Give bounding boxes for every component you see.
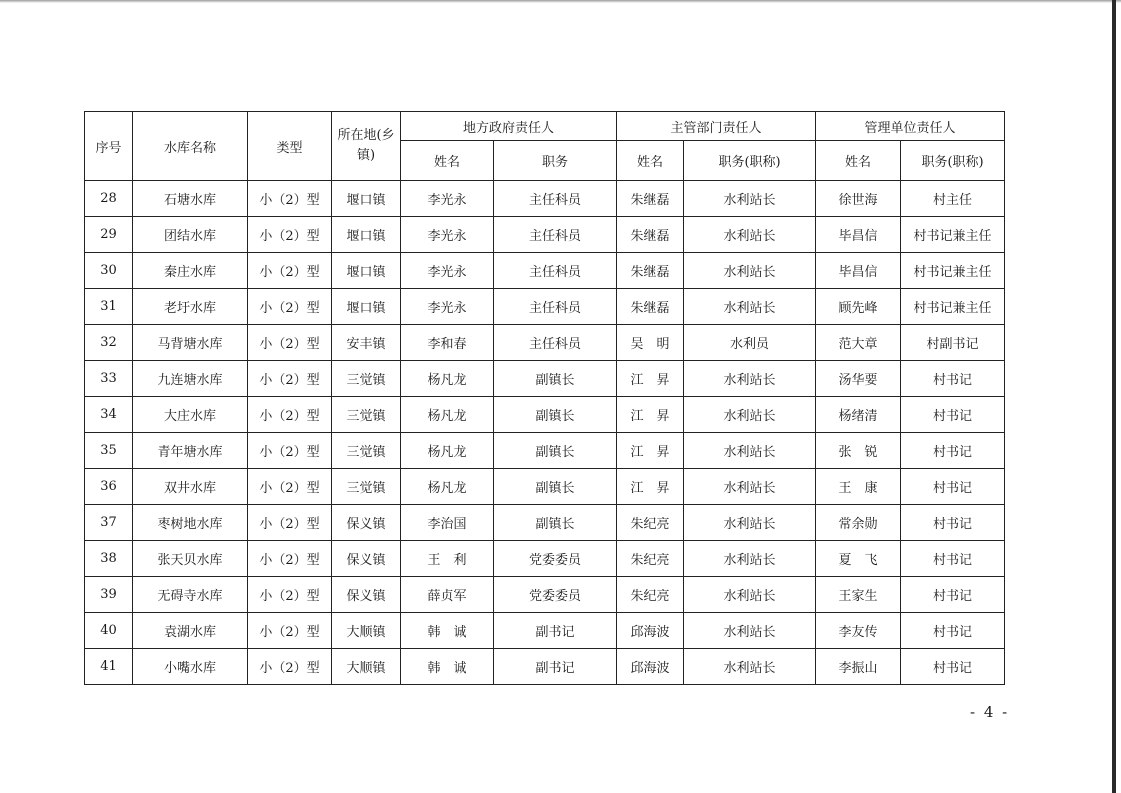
cell-local-title: 主任科员 — [494, 181, 617, 217]
cell-seq: 40 — [85, 613, 133, 649]
cell-location: 保义镇 — [332, 577, 401, 613]
cell-unit-name: 汤华要 — [816, 361, 901, 397]
cell-type: 小（2）型 — [248, 613, 332, 649]
cell-local-title: 党委委员 — [494, 577, 617, 613]
cell-type: 小（2）型 — [248, 433, 332, 469]
cell-local-name: 王 利 — [401, 541, 494, 577]
cell-unit-title: 村主任 — [901, 181, 1005, 217]
cell-reservoir-name: 小嘴水库 — [133, 649, 248, 685]
cell-unit-name: 王家生 — [816, 577, 901, 613]
header-dept-name: 姓名 — [617, 141, 684, 181]
cell-type: 小（2）型 — [248, 181, 332, 217]
cell-local-name: 李和春 — [401, 325, 494, 361]
cell-local-name: 韩 诚 — [401, 613, 494, 649]
table-row — [85, 289, 1005, 325]
cell-unit-title: 村书记 — [901, 613, 1005, 649]
cell-reservoir-name: 马背塘水库 — [133, 325, 248, 361]
cell-type: 小（2）型 — [248, 325, 332, 361]
cell-type: 小（2）型 — [248, 505, 332, 541]
table-row — [85, 325, 1005, 361]
cell-reservoir-name: 秦庄水库 — [133, 253, 248, 289]
cell-dept-title: 水利站长 — [684, 541, 816, 577]
cell-local-title: 副书记 — [494, 613, 617, 649]
header-type: 类型 — [248, 112, 332, 181]
cell-local-name: 杨凡龙 — [401, 433, 494, 469]
cell-unit-name: 夏 飞 — [816, 541, 901, 577]
cell-local-title: 主任科员 — [494, 325, 617, 361]
cell-local-name: 李光永 — [401, 181, 494, 217]
cell-unit-title: 村书记 — [901, 433, 1005, 469]
cell-seq: 41 — [85, 649, 133, 685]
cell-local-name: 杨凡龙 — [401, 361, 494, 397]
table-row — [85, 253, 1005, 289]
cell-reservoir-name: 张天贝水库 — [133, 541, 248, 577]
table-row — [85, 469, 1005, 505]
cell-location: 堰口镇 — [332, 289, 401, 325]
cell-local-name: 杨凡龙 — [401, 397, 494, 433]
cell-seq: 34 — [85, 397, 133, 433]
table-row — [85, 613, 1005, 649]
cell-dept-title: 水利站长 — [684, 613, 816, 649]
cell-location: 堰口镇 — [332, 253, 401, 289]
cell-unit-name: 毕昌信 — [816, 253, 901, 289]
cell-local-name: 李光永 — [401, 289, 494, 325]
cell-reservoir-name: 九连塘水库 — [133, 361, 248, 397]
header-local-name: 姓名 — [401, 141, 494, 181]
header-local-title: 职务 — [494, 141, 617, 181]
cell-unit-name: 李振山 — [816, 649, 901, 685]
cell-seq: 35 — [85, 433, 133, 469]
cell-dept-name: 邱海波 — [617, 613, 684, 649]
header-seq: 序号 — [85, 112, 133, 181]
cell-location: 大顺镇 — [332, 649, 401, 685]
cell-dept-name: 江 昇 — [617, 397, 684, 433]
cell-seq: 37 — [85, 505, 133, 541]
cell-local-title: 副书记 — [494, 649, 617, 685]
cell-unit-title: 村书记 — [901, 469, 1005, 505]
table-body — [85, 181, 1005, 685]
cell-unit-name: 徐世海 — [816, 181, 901, 217]
cell-local-title: 主任科员 — [494, 289, 617, 325]
cell-location: 保义镇 — [332, 541, 401, 577]
cell-seq: 36 — [85, 469, 133, 505]
cell-dept-title: 水利站长 — [684, 253, 816, 289]
cell-unit-title: 村副书记 — [901, 325, 1005, 361]
cell-dept-title: 水利站长 — [684, 433, 816, 469]
cell-seq: 28 — [85, 181, 133, 217]
table-row — [85, 505, 1005, 541]
cell-local-name: 李光永 — [401, 217, 494, 253]
cell-reservoir-name: 石塘水库 — [133, 181, 248, 217]
cell-unit-name: 范大章 — [816, 325, 901, 361]
table-row — [85, 577, 1005, 613]
cell-location: 三觉镇 — [332, 469, 401, 505]
table-row — [85, 217, 1005, 253]
cell-seq: 32 — [85, 325, 133, 361]
cell-dept-title: 水利员 — [684, 325, 816, 361]
cell-dept-name: 江 昇 — [617, 433, 684, 469]
cell-dept-title: 水利站长 — [684, 361, 816, 397]
cell-dept-name: 朱纪亮 — [617, 541, 684, 577]
cell-local-title: 副镇长 — [494, 505, 617, 541]
table-row — [85, 181, 1005, 217]
cell-location: 三觉镇 — [332, 397, 401, 433]
cell-unit-title: 村书记兼主任 — [901, 217, 1005, 253]
header-unit-name: 姓名 — [816, 141, 901, 181]
cell-unit-name: 杨绪清 — [816, 397, 901, 433]
cell-type: 小（2）型 — [248, 469, 332, 505]
cell-local-name: 李光永 — [401, 253, 494, 289]
table-row — [85, 541, 1005, 577]
cell-location: 三觉镇 — [332, 361, 401, 397]
cell-type: 小（2）型 — [248, 289, 332, 325]
cell-dept-title: 水利站长 — [684, 217, 816, 253]
cell-dept-title: 水利站长 — [684, 649, 816, 685]
cell-dept-name: 吴 明 — [617, 325, 684, 361]
cell-dept-name: 江 昇 — [617, 469, 684, 505]
cell-reservoir-name: 双井水库 — [133, 469, 248, 505]
cell-unit-name: 常余勋 — [816, 505, 901, 541]
cell-local-title: 副镇长 — [494, 433, 617, 469]
cell-type: 小（2）型 — [248, 253, 332, 289]
cell-type: 小（2）型 — [248, 217, 332, 253]
cell-local-name: 韩 诚 — [401, 649, 494, 685]
cell-unit-title: 村书记兼主任 — [901, 289, 1005, 325]
cell-dept-title: 水利站长 — [684, 289, 816, 325]
cell-dept-title: 水利站长 — [684, 469, 816, 505]
cell-seq: 33 — [85, 361, 133, 397]
cell-local-title: 副镇长 — [494, 361, 617, 397]
cell-dept-name: 朱继磊 — [617, 253, 684, 289]
cell-unit-title: 村书记 — [901, 505, 1005, 541]
header-management-unit: 管理单位责任人 — [816, 112, 1005, 141]
cell-local-name: 杨凡龙 — [401, 469, 494, 505]
table-row — [85, 397, 1005, 433]
table-header-row — [85, 112, 1005, 141]
cell-reservoir-name: 青年塘水库 — [133, 433, 248, 469]
cell-type: 小（2）型 — [248, 577, 332, 613]
table-row — [85, 433, 1005, 469]
cell-unit-title: 村书记 — [901, 577, 1005, 613]
reservoir-responsibility-table-wrap — [84, 111, 1005, 685]
cell-seq: 29 — [85, 217, 133, 253]
cell-location: 三觉镇 — [332, 433, 401, 469]
cell-reservoir-name: 大庄水库 — [133, 397, 248, 433]
cell-local-name: 薛贞军 — [401, 577, 494, 613]
cell-dept-title: 水利站长 — [684, 577, 816, 613]
cell-dept-name: 朱纪亮 — [617, 577, 684, 613]
cell-unit-title: 村书记 — [901, 361, 1005, 397]
cell-dept-name: 邱海波 — [617, 649, 684, 685]
cell-local-title: 副镇长 — [494, 397, 617, 433]
scan-top-edge — [0, 0, 1121, 3]
cell-unit-name: 顾先峰 — [816, 289, 901, 325]
header-local-government: 地方政府责任人 — [401, 112, 617, 141]
cell-location: 保义镇 — [332, 505, 401, 541]
cell-unit-name: 李友传 — [816, 613, 901, 649]
cell-location: 堰口镇 — [332, 181, 401, 217]
cell-dept-name: 朱继磊 — [617, 289, 684, 325]
cell-unit-title: 村书记兼主任 — [901, 253, 1005, 289]
cell-dept-name: 江 昇 — [617, 361, 684, 397]
cell-type: 小（2）型 — [248, 649, 332, 685]
cell-location: 堰口镇 — [332, 217, 401, 253]
cell-seq: 39 — [85, 577, 133, 613]
cell-local-title: 党委委员 — [494, 541, 617, 577]
scan-binding-edge — [1112, 0, 1116, 793]
cell-seq: 38 — [85, 541, 133, 577]
cell-unit-title: 村书记 — [901, 649, 1005, 685]
header-location: 所在地(乡镇) — [332, 112, 401, 181]
cell-seq: 30 — [85, 253, 133, 289]
cell-dept-name: 朱纪亮 — [617, 505, 684, 541]
cell-dept-title: 水利站长 — [684, 181, 816, 217]
table-row — [85, 649, 1005, 685]
cell-reservoir-name: 袁湖水库 — [133, 613, 248, 649]
cell-dept-name: 朱继磊 — [617, 217, 684, 253]
cell-type: 小（2）型 — [248, 397, 332, 433]
cell-dept-name: 朱继磊 — [617, 181, 684, 217]
cell-reservoir-name: 无碍寺水库 — [133, 577, 248, 613]
reservoir-responsibility-table — [84, 111, 1005, 685]
header-unit-title: 职务(职称) — [901, 141, 1005, 181]
cell-local-title: 主任科员 — [494, 217, 617, 253]
cell-reservoir-name: 枣树地水库 — [133, 505, 248, 541]
cell-seq: 31 — [85, 289, 133, 325]
cell-location: 大顺镇 — [332, 613, 401, 649]
header-dept-title: 职务(职称) — [684, 141, 816, 181]
cell-unit-name: 王 康 — [816, 469, 901, 505]
cell-local-title: 副镇长 — [494, 469, 617, 505]
header-competent-department: 主管部门责任人 — [617, 112, 816, 141]
cell-type: 小（2）型 — [248, 541, 332, 577]
cell-reservoir-name: 团结水库 — [133, 217, 248, 253]
cell-local-name: 李治国 — [401, 505, 494, 541]
header-reservoir-name: 水库名称 — [133, 112, 248, 181]
cell-dept-title: 水利站长 — [684, 505, 816, 541]
cell-reservoir-name: 老圩水库 — [133, 289, 248, 325]
table-row — [85, 361, 1005, 397]
cell-dept-title: 水利站长 — [684, 397, 816, 433]
cell-location: 安丰镇 — [332, 325, 401, 361]
cell-type: 小（2）型 — [248, 361, 332, 397]
cell-local-title: 主任科员 — [494, 253, 617, 289]
cell-unit-title: 村书记 — [901, 397, 1005, 433]
cell-unit-name: 毕昌信 — [816, 217, 901, 253]
page-number: - 4 - — [970, 703, 1010, 721]
cell-unit-name: 张 锐 — [816, 433, 901, 469]
cell-unit-title: 村书记 — [901, 541, 1005, 577]
